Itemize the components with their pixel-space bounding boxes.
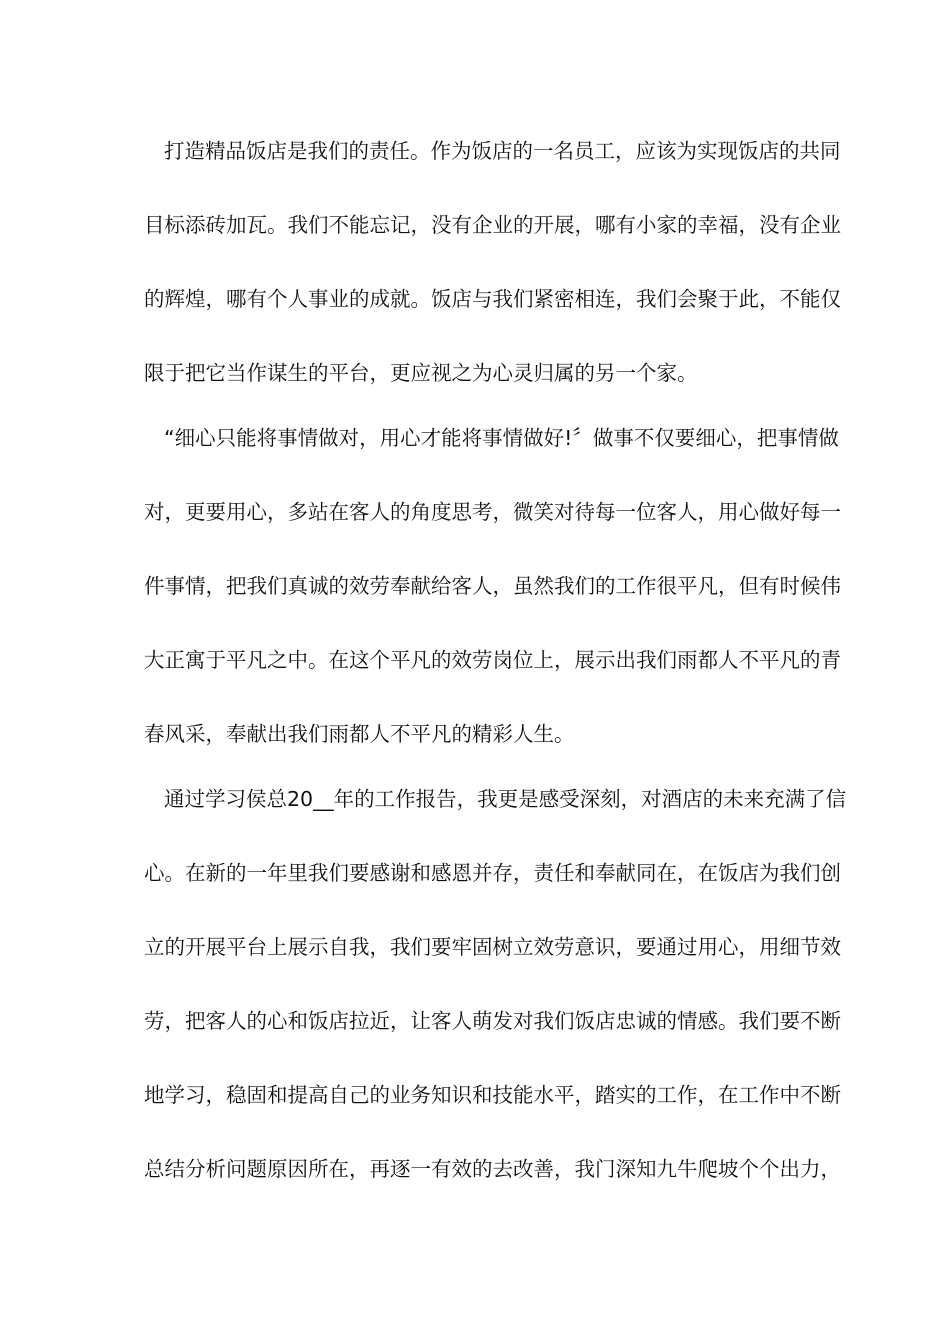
paragraph-3-line-3: 立的开展平台上展示自我，我们要牢固树立效劳意识，要通过用心，用细节效	[144, 935, 841, 959]
paragraph-3-line-2: 心。在新的一年里我们要感谢和感恩并存，责任和奉献同在，在饭店为我们创	[144, 861, 841, 885]
paragraph-1-line-2: 目标添砖加瓦。我们不能忘记，没有企业的开展，哪有小家的幸福，没有企业	[144, 213, 841, 237]
paragraph-2-line-1: “细心只能将事情做对，用心才能将事情做好!〞做事不仅要细心，把事情做	[164, 426, 839, 450]
paragraph-3-line-1: 通过学习侯总20__年的工作报告，我更是感受深刻，对酒店的未来充满了信	[164, 787, 847, 811]
paragraph-1-line-1: 打造精品饭店是我们的责任。作为饭店的一名员工，应该为实现饭店的共同	[164, 139, 841, 163]
paragraph-2-line-5: 春风采，奉献出我们雨都人不平凡的精彩人生。	[144, 722, 575, 746]
paragraph-1-line-4: 限于把它当作谋生的平台，更应视之为心灵归属的另一个家。	[144, 361, 698, 385]
paragraph-3-line-6: 总结分析问题原因所在，再逐一有效的去改善，我门深知九牛爬坡个个出力，	[144, 1157, 841, 1181]
paragraph-2-line-2: 对，更要用心，多站在客人的角度思考，微笑对待每一位客人，用心做好每一	[144, 500, 841, 524]
paragraph-1-line-3: 的辉煌，哪有个人事业的成就。饭店与我们紧密相连，我们会聚于此，不能仅	[144, 287, 841, 311]
paragraph-3-line-4: 劳，把客人的心和饭店拉近，让客人萌发对我们饭店忠诚的情感。我们要不断	[144, 1009, 841, 1033]
paragraph-3-line-5: 地学习，稳固和提高自己的业务知识和技能水平，踏实的工作，在工作中不断	[144, 1083, 841, 1107]
paragraph-2-line-4: 大正寓于平凡之中。在这个平凡的效劳岗位上，展示出我们雨都人不平凡的青	[144, 648, 841, 672]
paragraph-2-line-3: 件事情，把我们真诚的效劳奉献给客人，虽然我们的工作很平凡，但有时候伟	[144, 574, 841, 598]
